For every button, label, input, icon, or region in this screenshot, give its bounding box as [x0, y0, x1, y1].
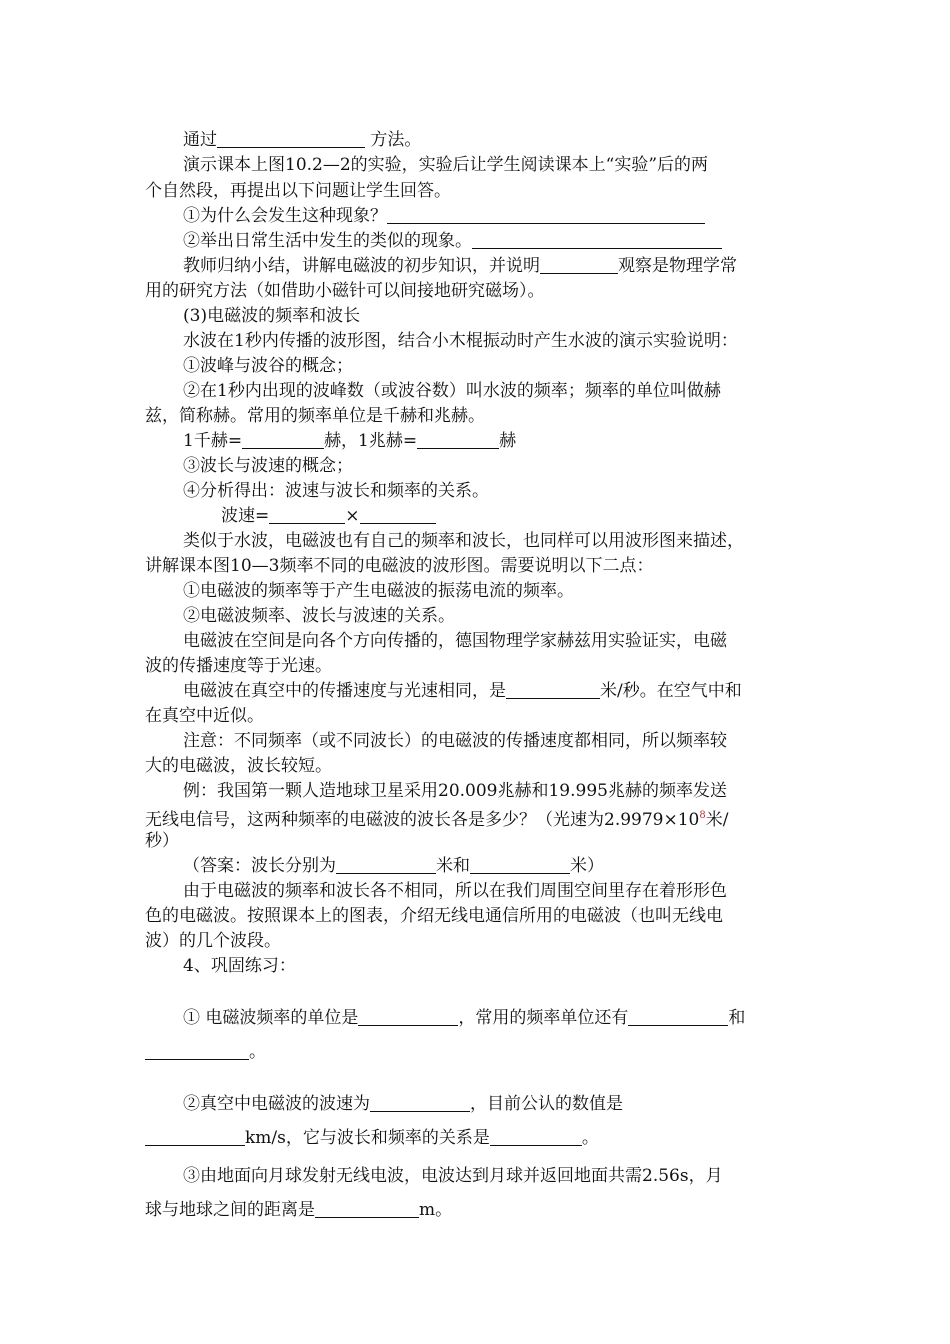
- text-line: ②电磁波频率、波长与波速的关系。: [183, 606, 455, 626]
- text: 米/: [705, 810, 729, 830]
- text-line: ①电磁波的频率等于产生电磁波的振荡电流的频率。: [183, 581, 574, 601]
- answer-blank[interactable]: [506, 681, 600, 699]
- text-line: 讲解课本图10—3频率不同的电磁波的波形图。需要说明以下二点：: [145, 556, 654, 576]
- text: 电磁波在真空中的传播速度与光速相同，是: [183, 681, 506, 701]
- answer-blank[interactable]: [145, 1042, 249, 1060]
- answer-blank[interactable]: [387, 206, 705, 224]
- text-line: 水波在1秒内传播的波形图，结合小木棍振动时产生水波的演示实验说明：: [183, 331, 738, 351]
- text: 和: [728, 1008, 746, 1028]
- text: 方法。: [365, 130, 422, 150]
- text: 1千赫=: [183, 431, 243, 451]
- exercise-line: ③由地面向月球发射无线电波，电波达到月球并返回地面共需2.56s，月: [183, 1166, 723, 1186]
- answer-blank[interactable]: [370, 1094, 470, 1112]
- exercise-line: [183, 1092, 848, 1116]
- text: ① 电磁波频率的单位是: [183, 1008, 359, 1028]
- exercise-line: [145, 1126, 810, 1150]
- text-line: [221, 504, 886, 528]
- exercise-line: [145, 1198, 810, 1222]
- text: ②举出日常生活中发生的类似的现象。: [183, 231, 472, 251]
- answer-blank[interactable]: [360, 506, 436, 524]
- text: 米/秒。在空气中和: [600, 681, 742, 701]
- text-line: [183, 128, 848, 152]
- text-line: 秒）: [145, 831, 179, 851]
- text: 。: [581, 1128, 599, 1148]
- answer-blank[interactable]: [269, 506, 345, 524]
- text-line: 用的研究方法（如借助小磁针可以间接地研究磁场）。: [145, 281, 545, 301]
- answer-blank[interactable]: [472, 231, 722, 249]
- text-line: [183, 229, 848, 253]
- text: ①为什么会发生这种现象？: [183, 206, 387, 226]
- text-line: 个自然段，再提出以下问题让学生回答。: [145, 181, 451, 201]
- text: 赫: [499, 431, 517, 451]
- text: ，常用的频率单位还有: [458, 1008, 629, 1028]
- text: 波速=: [221, 506, 270, 526]
- answer-blank[interactable]: [358, 1008, 458, 1026]
- text-line: 电磁波在空间是向各个方向传播的，德国物理学家赫兹用实验证实，电磁: [183, 631, 727, 651]
- answer-blank[interactable]: [217, 130, 365, 148]
- text: （答案：波长分别为: [183, 856, 336, 876]
- text-line: 类似于水波，电磁波也有自己的频率和波长，也同样可以用波形图来描述，: [183, 531, 744, 551]
- text: 米和: [436, 856, 470, 876]
- text-line: 波）的几个波段。: [145, 931, 281, 951]
- answer-blank[interactable]: [490, 1128, 582, 1146]
- text: 教师归纳小结，讲解电磁波的初步知识，并说明: [183, 256, 540, 276]
- text-line: 注意：不同频率（或不同波长）的电磁波的传播速度都相同，所以频率较: [183, 731, 727, 751]
- text: ，目前公认的数值是: [470, 1094, 623, 1114]
- text-line: [183, 854, 848, 878]
- text: ②真空中电磁波的波速为: [183, 1094, 370, 1114]
- superscript: 8: [699, 810, 706, 821]
- text-line: [183, 429, 848, 453]
- section-heading: 4、巩固练习：: [183, 956, 296, 976]
- text-line: ③波长与波速的概念；: [183, 456, 353, 476]
- text: 观察是物理学常: [618, 256, 737, 276]
- answer-blank[interactable]: [470, 856, 570, 874]
- text: 通过: [183, 130, 217, 150]
- text: ×: [345, 506, 360, 526]
- answer-blank[interactable]: [315, 1200, 419, 1218]
- answer-blank[interactable]: [540, 256, 618, 274]
- text-line: 例：我国第一颗人造地球卫星采用20.009兆赫和19.995兆赫的频率发送: [183, 781, 727, 801]
- text-line: [145, 804, 810, 832]
- text-line: 大的电磁波，波长较短。: [145, 756, 332, 776]
- text: m。: [419, 1200, 453, 1220]
- section-heading: (3)电磁波的频率和波长: [183, 306, 361, 326]
- text-line: [183, 679, 848, 703]
- text-line: ②在1秒内出现的波峰数（或波谷数）叫水波的频率；频率的单位叫做赫: [183, 381, 721, 401]
- text-line: 在真空中近似。: [145, 706, 264, 726]
- text: 米）: [570, 856, 604, 876]
- answer-blank[interactable]: [242, 431, 324, 449]
- answer-blank[interactable]: [145, 1128, 245, 1146]
- text-line: [183, 254, 848, 278]
- text: 球与地球之间的距离是: [145, 1200, 315, 1220]
- text: km/s，它与波长和频率的关系是: [245, 1128, 490, 1148]
- text: 无线电信号，这两种频率的电磁波的波长各是多少？（光速为2.9979×10: [145, 810, 700, 830]
- answer-blank[interactable]: [417, 431, 499, 449]
- text-line: [183, 204, 848, 228]
- text-line: 由于电磁波的频率和波长各不相同，所以在我们周围空间里存在着形形色: [183, 881, 727, 901]
- exercise-line: [183, 1006, 848, 1030]
- text-line: 兹，简称赫。常用的频率单位是千赫和兆赫。: [145, 406, 485, 426]
- text-line: ①波峰与波谷的概念；: [183, 356, 353, 376]
- answer-blank[interactable]: [336, 856, 436, 874]
- text-line: 波的传播速度等于光速。: [145, 656, 332, 676]
- exercise-line: [145, 1040, 810, 1064]
- text-line: 色的电磁波。按照课本上的图表，介绍无线电通信所用的电磁波（也叫无线电: [145, 906, 723, 926]
- text: 。: [249, 1042, 266, 1062]
- text: 赫，1兆赫=: [324, 431, 418, 451]
- text-line: 演示课本上图10.2—2的实验，实验后让学生阅读课本上“实验”后的两: [183, 155, 709, 175]
- text-line: ④分析得出：波速与波长和频率的关系。: [183, 481, 489, 501]
- answer-blank[interactable]: [628, 1008, 728, 1026]
